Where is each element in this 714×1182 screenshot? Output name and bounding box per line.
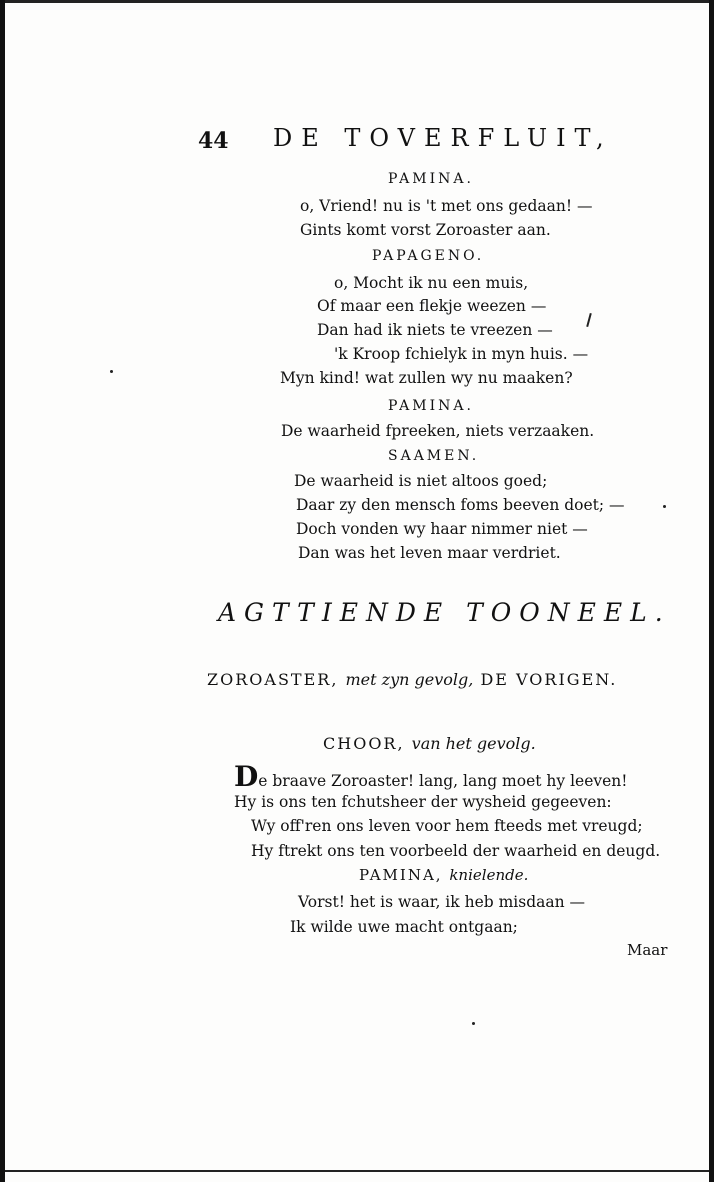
ink-speck	[110, 370, 113, 373]
speaker-pamina: PAMINA.	[388, 398, 474, 414]
verse-line: Of maar een flekje weezen —	[317, 297, 547, 315]
page-bottom-edge	[5, 1170, 709, 1172]
cast-italic: met zyn gevolg,	[345, 670, 474, 689]
catchword: Maar	[627, 941, 668, 959]
first-line-rest: e braave Zoroaster! lang, lang moet hy leeven!	[258, 772, 628, 790]
verse-line: Hy is ons ten fchutsheer der wysheid gegeeven:	[234, 793, 612, 811]
verse-line: Doch vonden wy haar nimmer niet —	[296, 520, 588, 538]
cast-name: ZOROASTER,	[207, 670, 339, 689]
speaker-pamina-kneeling	[359, 866, 528, 884]
ink-speck	[663, 505, 666, 508]
cast-line	[207, 670, 617, 689]
verse-line: Wy off'ren ons leven voor hem fteeds met vreugd;	[251, 817, 643, 835]
verse-line: Hy ftrekt ons ten voorbeeld der waarheid en deugd.	[251, 842, 661, 860]
speaker-saamen: SAAMEN.	[388, 448, 480, 464]
scene-heading: AGTTIENDE TOONEEL.	[218, 598, 671, 627]
verse-line: Daar zy den mensch foms beeven doet; —	[296, 496, 625, 514]
chorus-speaker-italic: van het gevolg.	[411, 734, 536, 753]
chorus-speaker-name: CHOOR,	[323, 734, 405, 753]
verse-line: Gints komt vorst Zoroaster aan.	[300, 221, 551, 239]
verse-line: Myn kind! wat zullen wy nu maaken?	[280, 369, 573, 387]
drop-cap: D	[234, 760, 259, 793]
verse-line: 'k Kroop fchielyk in myn huis. —	[334, 345, 589, 363]
verse-line: o, Vriend! nu is 't met ons gedaan! —	[300, 197, 593, 215]
speaker-italic: knielende.	[449, 866, 529, 884]
page-top-edge	[5, 0, 709, 3]
verse-line: De waarheid fpreeken, niets verzaaken.	[281, 422, 595, 440]
speaker-pamina: PAMINA.	[388, 171, 474, 187]
verse-line: De waarheid is niet altoos goed;	[294, 472, 548, 490]
running-head: DE TOVERFLUIT,	[273, 124, 613, 152]
chorus-speaker	[323, 734, 536, 753]
verse-line: Dan was het leven maar verdriet.	[298, 544, 561, 562]
verse-line: Ik wilde uwe macht ontgaan;	[290, 918, 518, 936]
page-number: 44	[198, 128, 229, 154]
verse-line: Vorst! het is waar, ik heb misdaan —	[298, 893, 586, 911]
speaker-name: PAMINA,	[359, 866, 443, 884]
verse-line: Dan had ik niets te vreezen —	[317, 321, 553, 339]
cast-rest: DE VORIGEN.	[480, 670, 618, 689]
speaker-papageno: PAPAGENO.	[372, 248, 485, 264]
verse-line: o, Mocht ik nu een muis,	[334, 274, 529, 292]
ink-speck	[472, 1022, 475, 1025]
ink-mark	[586, 313, 592, 327]
verse-line-first	[234, 760, 628, 793]
